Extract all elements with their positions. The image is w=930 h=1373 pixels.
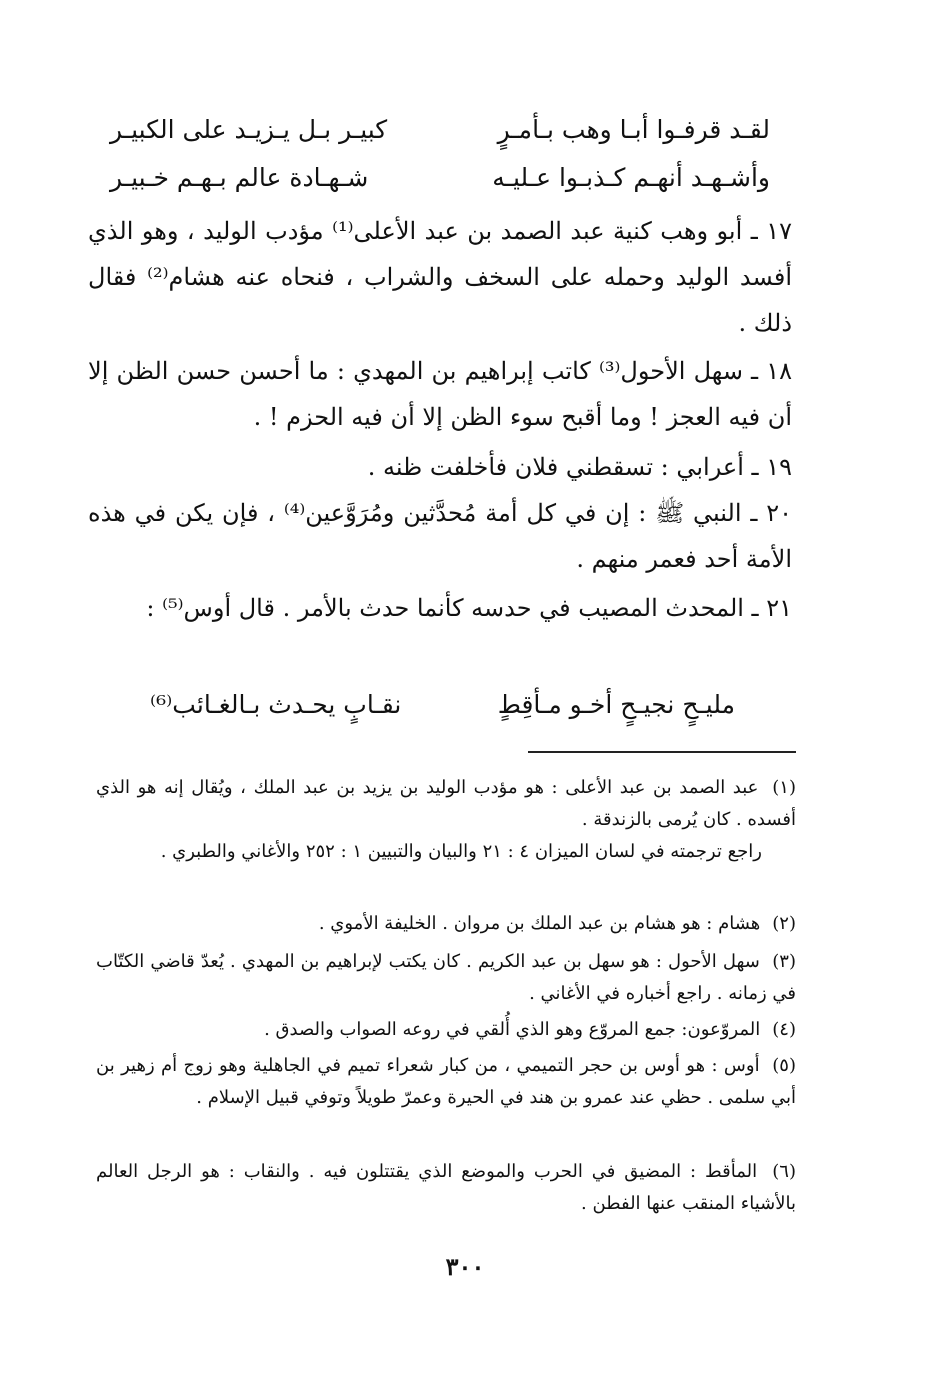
- verse-2-right-hemistich: وأشـهـد أنهـم كـذبـوا عـليـه: [492, 162, 770, 192]
- footnote-1: [96, 772, 796, 868]
- footnote-number: (٤): [772, 1019, 796, 1040]
- paragraph-19: ١٩ ـ أعرابي : تسقطني فلان فأخلفت ظنه .: [367, 453, 792, 481]
- footnote-2: [96, 908, 796, 940]
- footnote-number: (٥): [772, 1055, 796, 1076]
- footnote-text: أوس : هو أوس بن حجر التميمي ، من كبار شعراء تميم في الجاهلية وهو زوج أم زهير بن أبي سلمى . حظي عند عمرو بن هند في الحيرة وعمرّ طويلاً وتوفي قبيل الإسلام .: [96, 1055, 796, 1108]
- footnote-6: [96, 1156, 796, 1220]
- verse-1-right-hemistich: لقـد قرفـوا أبـا وهب بـأمـرٍ: [497, 114, 770, 144]
- footnote-number: (٣): [772, 951, 796, 972]
- paragraph-20: ٢٠ ـ النبي ﷺ : إن في كل أمة مُحدَّثين ومُرَوَّعين⁽⁴⁾ ، فإن يكن في هذه الأمة أحد فعمر منهم .: [88, 499, 792, 573]
- verse-3-right-hemistich: مليـحٍ نجيـحٍ أخـو مـأقِطٍ: [497, 689, 735, 719]
- verse-line-3: [150, 680, 735, 728]
- footnote-number: (٦): [772, 1161, 796, 1182]
- footnote-number: (٢): [772, 913, 796, 934]
- paragraph-17: ١٧ ـ أبو وهب كنية عبد الصمد بن عبد الأعلى⁽¹⁾ مؤدب الوليد ، وهو الذي أفسد الوليد وحمله على السخف والشراب ، فنحاه عنه هشام⁽²⁾ فقال ذلك .: [88, 217, 793, 337]
- page-number: ٣٠٠: [445, 1252, 485, 1281]
- paragraph-21: ٢١ ـ المحدث المصيب في حدسه كأنما حدث بالأمر . قال أوس⁽⁵⁾ :: [146, 594, 792, 622]
- footnote-text: عبد الصمد بن عبد الأعلى : هو مؤدب الوليد بن يزيد بن عبد الملك ، ويُقال إنه هو الذي أفسده . كان يُرمى بالزندقة .: [96, 777, 796, 830]
- footnote-text: سهل الأحول : هو سهل بن عبد الكريم . كان يكتب لإبراهيم بن المهدي . يُعدّ قاضي الكتّاب في زمانه . راجع أخباره في الأغاني .: [96, 951, 796, 1004]
- verse-block-top: [110, 105, 770, 201]
- verse-1-left-hemistich: كبيـر بـل يـزيـد على الكبيـر: [110, 114, 388, 144]
- footnote-separator: [528, 751, 796, 753]
- footnote-3: [96, 946, 796, 1010]
- footnote-text: المروّعون: جمع المروّع وهو الذي أُلقي في روعه الصواب والصدق .: [264, 1019, 761, 1040]
- footnote-number: (١): [772, 777, 796, 798]
- footnote-text: المأقط : المضيق في الحرب والموضع الذي يقتتلون فيه . والنقاب : هو الرجل العالم بالأشياء المنقب عنها الفطن .: [96, 1161, 796, 1214]
- verse-line-1: [110, 105, 770, 153]
- verse-3-left-hemistich: نقـابٍ يحـدث بـالغـائب⁽⁶⁾: [150, 689, 402, 719]
- footnote-text: هشام : هو هشام بن عبد الملك بن مروان . الخليفة الأموي .: [318, 913, 761, 934]
- footnote-4: [96, 1014, 796, 1046]
- footnote-continuation: راجع ترجمته في لسان الميزان ٤ : ٢١ والبيان والتبيين ١ : ٢٥٢ والأغاني والطبري .: [160, 841, 762, 862]
- verse-line-2: [110, 153, 770, 201]
- verse-2-left-hemistich: شـهـادة عالم بـهـم خـبيـر: [110, 162, 369, 192]
- paragraph-18: ١٨ ـ سهل الأحول⁽³⁾ كاتب إبراهيم بن المهدي : ما أحسن حسن الظن إلا أن فيه العجز ! وما أقبح سوء الظن إلا أن فيه الحزم ! .: [88, 357, 793, 431]
- verse-block-bottom: [150, 680, 735, 728]
- footnote-5: [96, 1050, 796, 1114]
